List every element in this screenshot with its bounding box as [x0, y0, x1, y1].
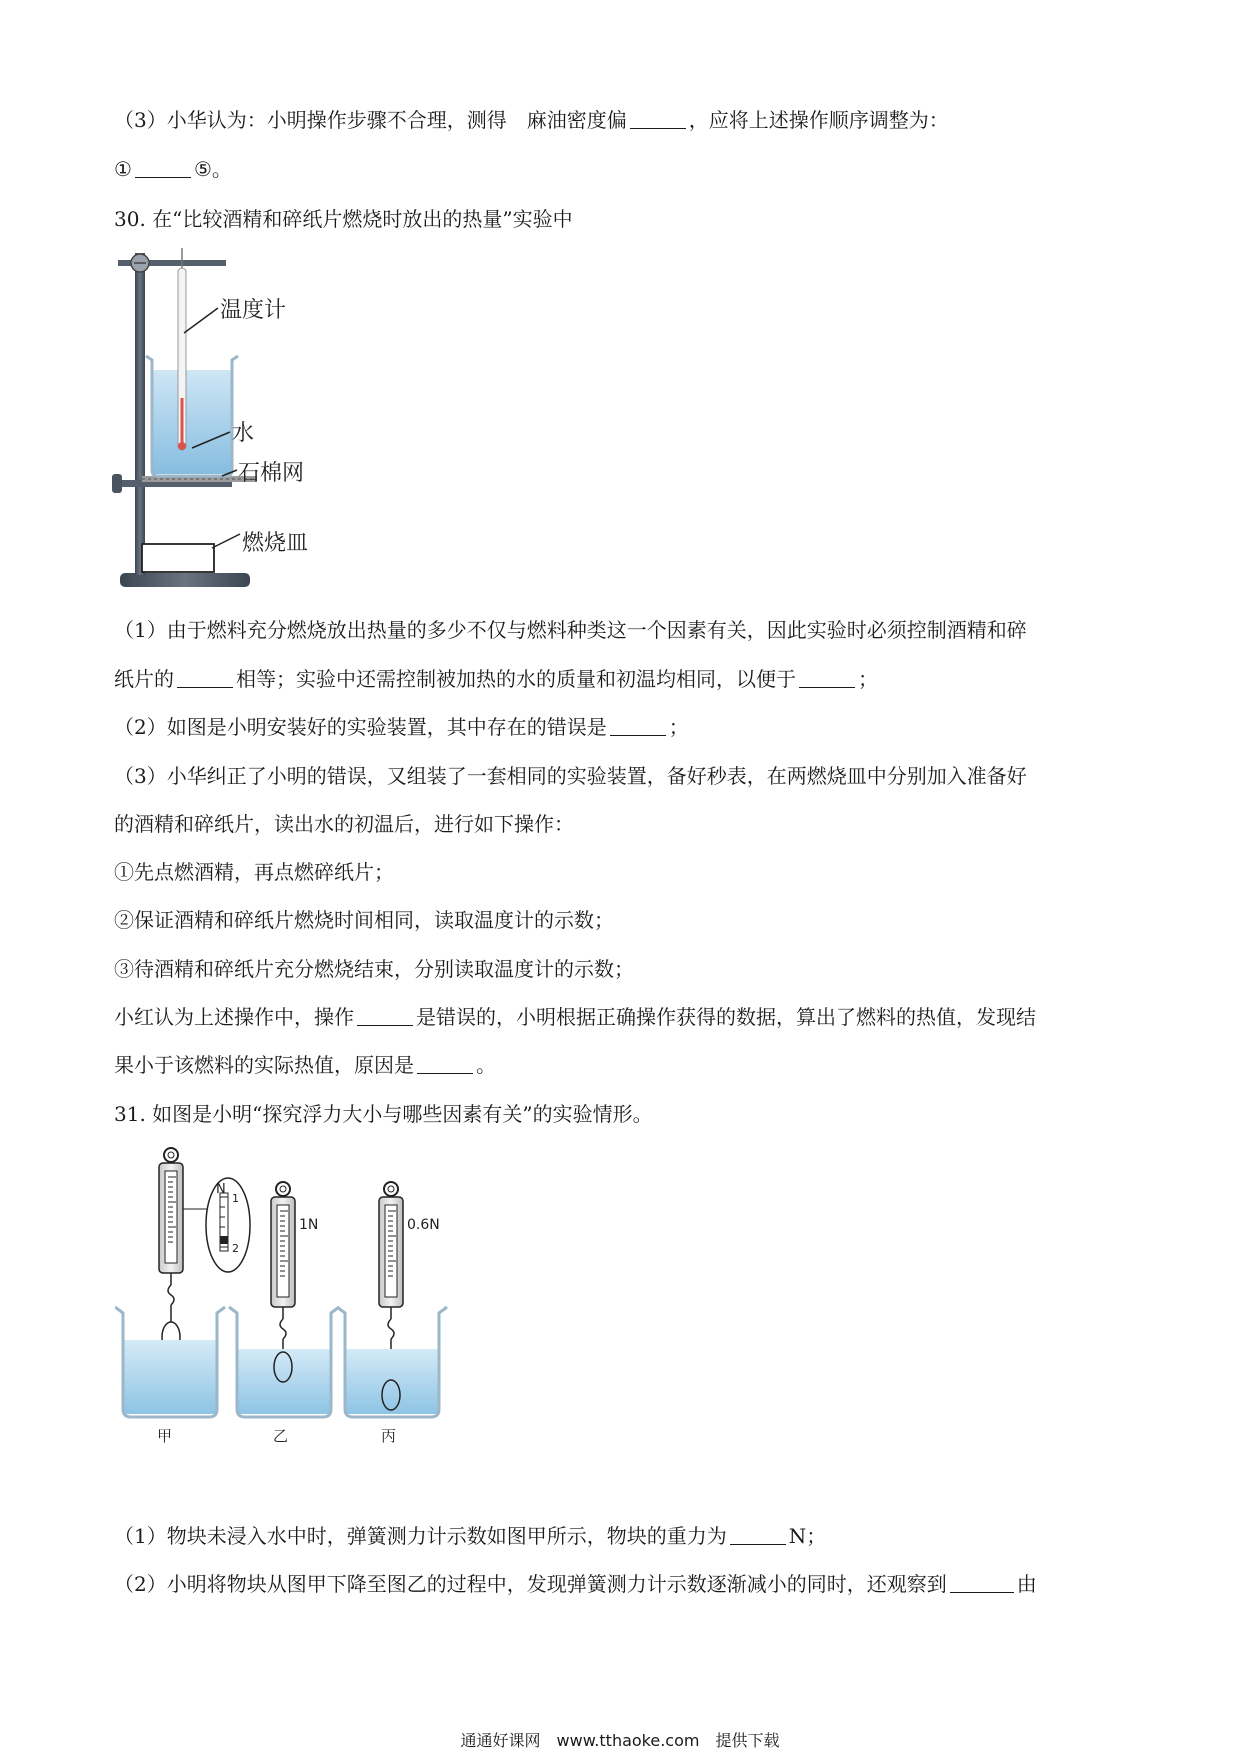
label-yi: 乙	[273, 1427, 289, 1445]
answer-blank	[417, 1053, 473, 1074]
q31-title: 31. 如图是小明“探究浮力大小与哪些因素有关”的实验情形。	[114, 1102, 653, 1126]
q30-part4-line1: 小红认为上述操作中，操作 是错误的，小明根据正确操作获得的数据，算出了燃料的热值，发现结	[114, 1005, 1036, 1029]
answer-blank	[730, 1524, 786, 1545]
q30-part2: （2）如图是小明安装好的实验装置，其中存在的错误是 ；	[114, 715, 689, 739]
scale-yi	[271, 1182, 295, 1353]
label-bing-reading: 0.6N	[407, 1217, 440, 1233]
q30-step2: ②保证酒精和碎纸片燃烧时间相同，读取温度计的示数；	[114, 908, 614, 932]
q30-part3-line1: （3）小华纠正了小明的错误，又组装了一套相同的实验装置，备好秒表，在两燃烧皿中分别加入准备好	[114, 764, 1027, 788]
q30-part4-line2: 果小于该燃料的实际热值，原因是 。	[114, 1053, 496, 1077]
label-water: 水	[232, 421, 255, 446]
q30-part1-line2: 纸片的 相等；实验中还需控制被加热的水的质量和初温均相同，以便于 ；	[114, 667, 878, 691]
page-footer: 通通好课网 www.tthaoke.com 提供下载	[460, 1731, 780, 1750]
svg-text:1: 1	[232, 1192, 239, 1205]
stand-base	[120, 573, 250, 587]
beaker-water	[152, 370, 232, 474]
beaker-yi	[229, 1307, 339, 1417]
label-burning-dish: 燃烧皿	[242, 531, 309, 556]
beaker-bing	[337, 1307, 447, 1417]
answer-blank	[135, 157, 191, 178]
q29-part3-line1: （3）小华认为：小明操作步骤不合理，测得 麻油密度偏 ，应将上述操作顺序调整为：	[114, 108, 949, 132]
q29-part3-line2: ① ⑤。	[114, 157, 232, 181]
stand-pole	[135, 253, 145, 575]
q30-part3-line2: 的酒精和碎纸片，读出水的初温后，进行如下操作：	[114, 812, 574, 836]
burning-dish	[142, 544, 214, 572]
svg-text:N: N	[216, 1182, 226, 1197]
svg-text:2: 2	[232, 1242, 239, 1255]
scale-zoom-callout	[183, 1178, 250, 1272]
q31-part1: （1）物块未浸入水中时，弹簧测力计示数如图甲所示，物块的重力为 N；	[114, 1524, 827, 1548]
answer-blank	[950, 1572, 1014, 1593]
answer-blank	[630, 108, 686, 129]
answer-blank	[177, 667, 233, 688]
label-jia: 甲	[157, 1427, 173, 1445]
label-gauze: 石棉网	[238, 461, 305, 486]
scale-jia	[159, 1148, 183, 1352]
label-yi-reading: 1N	[299, 1217, 319, 1233]
q30-step1: ①先点燃酒精，再点燃碎纸片；	[114, 860, 394, 884]
burning-apparatus-figure	[112, 248, 372, 598]
answer-blank	[799, 667, 855, 688]
q30-part1-line1: （1）由于燃料充分燃烧放出热量的多少不仅与燃料种类这一个因素有关，因此实验时必须控制酒精和碎	[114, 618, 1027, 642]
spring-scale-figure	[115, 1145, 485, 1445]
answer-blank	[357, 1005, 413, 1026]
label-thermometer: 温度计	[220, 298, 287, 323]
q30-step3: ③待酒精和碎纸片充分燃烧结束，分别读取温度计的示数；	[114, 957, 634, 981]
answer-blank	[610, 715, 666, 736]
label-bing: 丙	[381, 1427, 397, 1445]
q31-part2: （2）小明将物块从图甲下降至图乙的过程中，发现弹簧测力计示数逐渐减小的同时，还观察到 由	[114, 1572, 1037, 1596]
q30-title: 30. 在“比较酒精和碎纸片燃烧时放出的热量”实验中	[114, 207, 573, 231]
